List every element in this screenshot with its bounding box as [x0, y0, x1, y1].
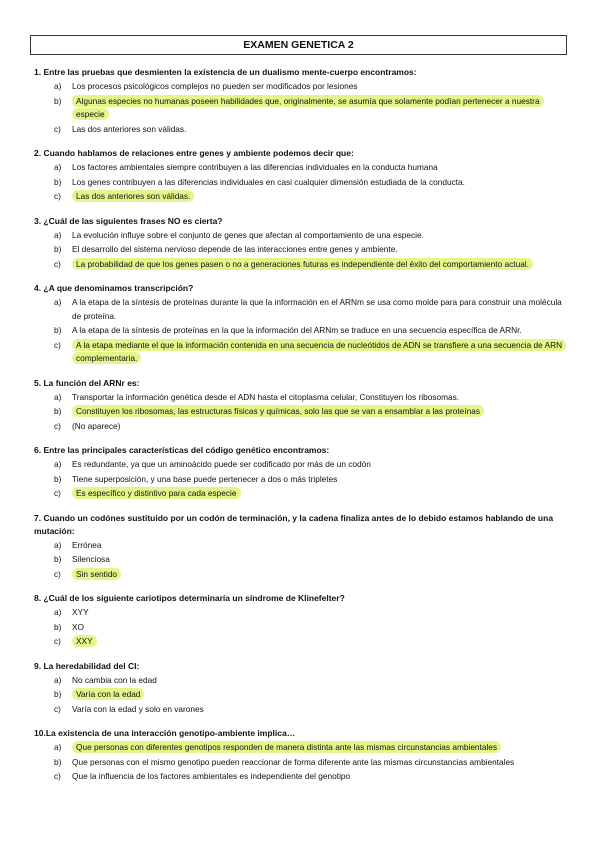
answer-option [34, 458, 564, 472]
questions-list [34, 66, 564, 795]
option-letter: a) [54, 742, 62, 752]
answer-option [34, 95, 564, 122]
option-letter: a) [54, 229, 62, 240]
question-3 [34, 215, 564, 272]
option-letter: b) [54, 473, 62, 484]
option-letter: c) [54, 339, 61, 350]
option-text: Errónea [72, 539, 102, 550]
answer-option [34, 324, 564, 338]
answer-option [34, 674, 564, 688]
question-10 [34, 727, 564, 784]
option-letter: a) [54, 539, 62, 550]
option-letter: b) [54, 95, 62, 106]
option-letter: a) [54, 459, 62, 469]
option-letter: c) [54, 420, 61, 431]
question-stem: 1. Entre las pruebas que desmienten la existencia de un dualismo mente-cuerpo encontramos: [34, 67, 417, 77]
highlighted-answer-text: Que personas con diferentes genotipos responden de manera distinta ante las mismas circunstancias ambientales [72, 741, 501, 753]
question-1 [34, 66, 564, 136]
option-text: Los genes contribuyen a las diferencias individuales en casi cualquier dimensión estudiada de la conducta. [72, 176, 465, 187]
question-stem: 2. Cuando hablamos de relaciones entre genes y ambiente podemos decir que: [34, 148, 354, 158]
option-letter: b) [54, 325, 62, 335]
answer-option [34, 123, 564, 137]
answer-option [34, 487, 564, 501]
answer-option [34, 420, 564, 434]
answer-option [34, 405, 564, 419]
answer-option [34, 741, 564, 755]
option-letter: b) [54, 176, 62, 187]
question-stem: 6. Entre las principales características del código genético encontramos: [34, 445, 330, 455]
option-text: A la etapa de la síntesis de proteínas durante la que la información en el ARNm se usa como molde para para construir una molécula de proteína. [72, 297, 562, 321]
option-letter: a) [54, 391, 62, 402]
option-letter: b) [54, 406, 62, 416]
question-stem: 9. La heredabilidad del CI: [34, 660, 140, 671]
answer-option [34, 473, 564, 487]
option-letter: b) [54, 554, 62, 564]
question-2 [34, 147, 564, 204]
answer-option [34, 80, 564, 94]
option-text: Que personas con el mismo genotipo pueden reaccionar de forma diferente ante las mismas circunstancias ambientales [72, 756, 515, 767]
answer-option [34, 161, 564, 175]
answer-option [34, 391, 564, 405]
question-8 [34, 592, 564, 649]
highlighted-answer-text: Sin sentido [72, 568, 121, 580]
option-text: No cambia con la edad [72, 674, 157, 685]
option-text: XO [72, 621, 84, 632]
highlighted-answer-text: Las dos anteriores son válidas. [72, 190, 194, 202]
option-letter: a) [54, 674, 62, 685]
answer-option [34, 296, 564, 323]
answer-option [34, 243, 564, 257]
highlighted-answer-text: Constituyen los ribosomas, las estructuras físicas y químicas, solo las que se van a ensamblar a las proteínas [72, 405, 484, 417]
highlighted-answer-text: A la etapa mediante el que la información contenida en una secuencia de nucleótidos de ADN se transfiere a una secuencia de ARN complementaria. [72, 339, 566, 365]
highlighted-answer-text: La probabilidad de que los genes pasen o no a generaciones futuras es independiente del éxito del comportamiento actual. [72, 258, 533, 270]
question-6 [34, 444, 564, 501]
answer-option [34, 688, 564, 702]
option-text: Los procesos psicológicos complejos no pueden ser modificados por lesiones [72, 81, 358, 91]
question-stem: 8. ¿Cuál de los siguiente cariotipos determinaría un síndrome de Klinefelter? [34, 593, 345, 603]
answer-option [34, 553, 564, 567]
option-letter: c) [54, 191, 61, 201]
option-text: Las dos anteriores son válidas. [72, 123, 187, 134]
option-letter: a) [54, 607, 62, 617]
option-text: Tiene superposición, y una base puede pertenecer a dos o más tripletes [72, 473, 338, 484]
question-stem: 4. ¿A que denominamos transcripción? [34, 283, 194, 293]
option-text: Es redundante, ya que un aminoácido puede ser codificado por más de un codón [72, 459, 371, 469]
question-stem: 5. La función del ARNr es: [34, 377, 140, 388]
question-stem: 10.La existencia de una interacción genotipo-ambiente implica… [34, 728, 296, 738]
option-letter: a) [54, 162, 62, 172]
highlighted-answer-text: Es específico y distintivo para cada especie [72, 487, 241, 499]
option-letter: b) [54, 621, 62, 632]
option-letter: c) [54, 771, 61, 781]
answer-option [34, 539, 564, 553]
answer-option [34, 621, 564, 635]
answer-option [34, 176, 564, 190]
option-letter: a) [54, 81, 62, 91]
answer-option [34, 703, 564, 717]
question-7 [34, 512, 564, 582]
answer-option [34, 568, 564, 582]
option-text: Los factores ambientales siempre contribuyen a las diferencias individuales en la conducta humana [72, 162, 438, 172]
option-letter: b) [54, 689, 62, 699]
option-text: (No aparece) [72, 420, 121, 431]
highlighted-answer-text: Algunas especies no humanas poseen habilidades que, originalmente, se asumía que solamente podían pertenecer a nuestra especie [72, 95, 544, 121]
option-text: La evolución influye sobre el conjunto de genes que afectan al comportamiento de una especie. [72, 229, 424, 240]
option-text: A la etapa de la síntesis de proteínas en la que la información del ARNm se traduce en una secuencia específica de ARNr. [72, 325, 522, 335]
answer-option [34, 756, 564, 770]
option-letter: c) [54, 488, 61, 498]
answer-option [34, 229, 564, 243]
option-text: Que la influencia de los factores ambientales es independiente del genotipo [72, 771, 351, 781]
highlighted-answer-text: XXY [72, 635, 97, 647]
answer-option [34, 770, 564, 784]
option-letter: c) [54, 568, 61, 579]
answer-option [34, 635, 564, 649]
option-letter: c) [54, 258, 61, 269]
answer-option [34, 339, 564, 366]
option-text: Silenciosa [72, 554, 110, 564]
question-stem: 7. Cuando un codónes sustituido por un codón de terminación, y la cadena finaliza antes de lo debido estamos hablando de una mutación: [34, 512, 554, 536]
option-letter: c) [54, 123, 61, 134]
option-letter: c) [54, 636, 61, 646]
answer-option [34, 190, 564, 204]
answer-option [34, 258, 564, 272]
option-text: XYY [72, 607, 89, 617]
option-text: Varía con la edad y solo en varones [72, 703, 204, 714]
option-letter: b) [54, 244, 62, 254]
question-4 [34, 282, 564, 366]
option-letter: b) [54, 756, 62, 767]
option-text: El desarrollo del sistema nervioso depende de las interacciones entre genes y ambiente. [72, 244, 398, 254]
question-stem: 3. ¿Cuál de las siguientes frases NO es cierta? [34, 215, 223, 226]
highlighted-answer-text: Varía con la edad [72, 688, 144, 700]
question-9 [34, 660, 564, 717]
exam-title: EXAMEN GENETICA 2 [30, 35, 567, 55]
option-text: Transportar la información genética desde el ADN hasta el citoplasma celular, Constituyen los ribosomas. [72, 391, 460, 402]
option-letter: c) [54, 703, 61, 714]
question-5 [34, 377, 564, 434]
answer-option [34, 606, 564, 620]
option-letter: a) [54, 297, 62, 307]
